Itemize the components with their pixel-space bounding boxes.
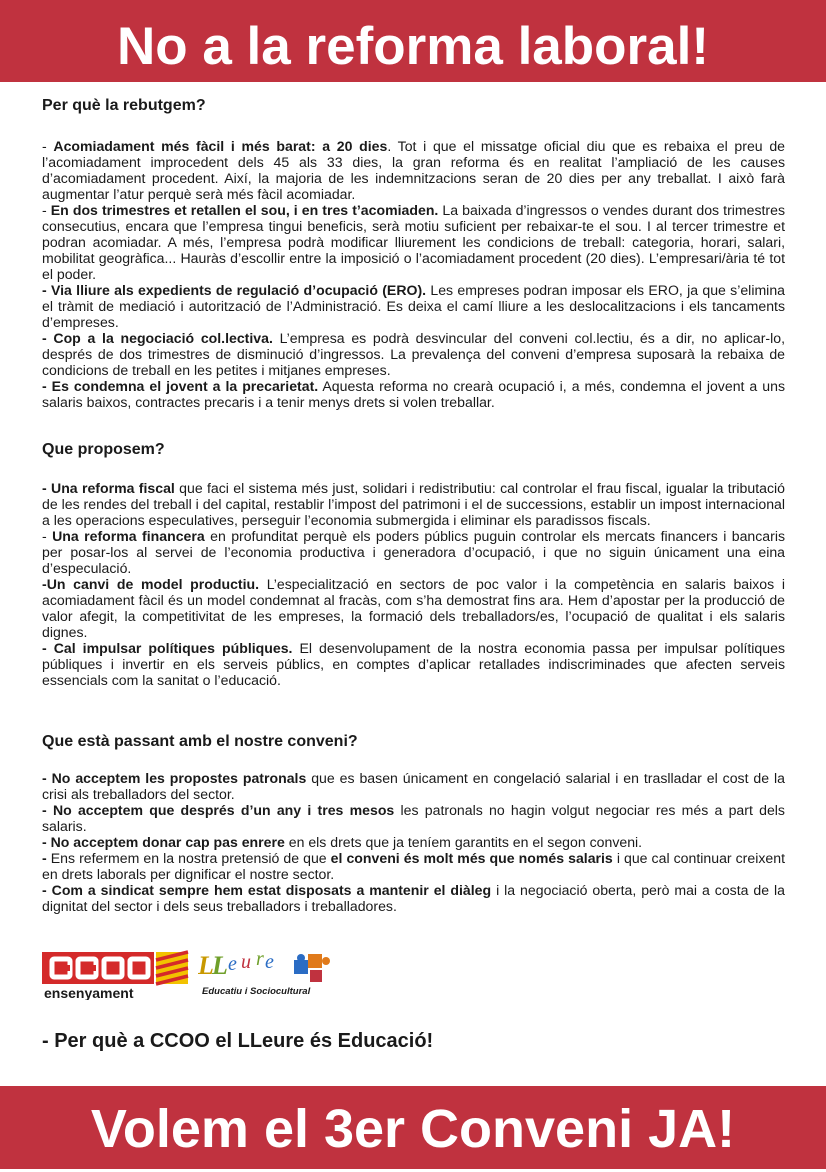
header-banner	[0, 0, 826, 82]
paragraph-item	[42, 770, 785, 802]
paragraph-item	[42, 576, 785, 640]
paragraph-text: -	[42, 138, 54, 154]
svg-text:u: u	[241, 951, 251, 973]
paragraph-text: que faci el sistema més just, solidari i redistributiu: cal controlar el frau fiscal, igualar la tributació de les rendes del treball i del capital, restablir l’impost del patrimoni i el de successions, establir un impost internacional a les operacions especulatives, perseguir l’economia submergida i eliminar els paradissos fiscals.	[42, 480, 785, 528]
paragraph-bold-text: - Cop a la negociació col.lectiva.	[42, 330, 273, 346]
svg-text:L: L	[198, 951, 214, 980]
paragraph-item	[42, 834, 785, 850]
paragraph-bold-text: - Via lliure als expedients de regulació d’ocupació (ERO).	[42, 282, 427, 298]
paragraph-bold-text: - No acceptem les propostes patronals	[42, 770, 307, 786]
svg-text:e: e	[265, 951, 274, 973]
paragraph-bold-text: - Una reforma fiscal	[42, 480, 175, 496]
paragraph-item	[42, 640, 785, 688]
paragraph-bold-text: Acomiadament més fàcil i més barat: a 20 dies	[53, 138, 388, 154]
paragraph-text: L’empresa es podrà desvincular del conveni col.lectiu, és a dir, no aplicar-lo, després de dos trimestres de disminució d’ingressos. La prevalença del conveni d’empresa suposarà la rebaixa de condicions de treball en les petites i mitjanes empreses.	[42, 330, 785, 378]
paragraph-item	[42, 282, 785, 330]
section-heading-agreement: Que està passant amb el nostre conveni?	[42, 733, 358, 750]
paragraph-bold-text: - Es condemna el jovent a la precarietat.	[42, 378, 319, 394]
paragraph-bold-text: - Cal impulsar polítiques públiques.	[42, 640, 293, 656]
section-body-proposals	[42, 480, 785, 688]
svg-text:L: L	[212, 951, 228, 980]
paragraph-item	[42, 528, 785, 576]
paragraph-text: L’especialització en sectors de poc valor i la competència en salaris baixos i acomiadament fàcil és un model condemnat al fracàs, com s’ha demostrat fins ara. Hem d’apostar per la producció de valor afegit, la competitivitat de les empreses, la formació dels treballadors/es, l’ocupació de qualitat i els salaris dignes.	[42, 576, 785, 640]
paragraph-text: que es basen únicament en congelació salarial i en traslladar el cost de la crisi als treballadors del sector.	[42, 770, 786, 802]
footer-title: Volem el 3er Conveni JA!	[90, 1099, 736, 1159]
paragraph-text: Les empreses podran imposar els ERO, ja que s’elimina el tràmit de mediació i autorització de l’Administració. Es deixa el camí lliure a les deslocalitzacions i els tancaments d’empreses.	[42, 282, 785, 330]
paragraph-bold-text: el conveni és molt més que només salaris	[330, 850, 613, 866]
section-body-why	[42, 138, 785, 410]
section-heading-why: Per què la rebutgem?	[42, 97, 206, 114]
paragraph-item	[42, 330, 785, 378]
lleure-logo	[198, 948, 373, 1004]
section-heading-proposals: Que proposem?	[42, 441, 165, 458]
ccoo-ensenyament-logo	[42, 948, 192, 1000]
paragraph-bold-text: Una reforma financera	[52, 528, 205, 544]
paragraph-text: La baixada d’ingressos o vendes durant dos trimestres consecutius, encara que l’empresa tingui beneficis, serà motiu suficient per rebaixar-te el sou. I al tercer trimestre et podran acomiadar. A més, l’empresa podrà modificar lliurement les condicions de treball: categoria, horari, salari, mobilitat geogràfica... Hauràs d’escollir entre la imposició o l’acomiadament procedent (20 dies). L’empresari/ària té tot el poder.	[42, 202, 786, 282]
paragraph-item	[42, 480, 785, 528]
paragraph-text: Ens refermem en la nostra pretensió de que	[50, 850, 331, 866]
lleure-sub-label: Educatiu i Sociocultural	[202, 986, 311, 997]
paragraph-text: . Tot i que el missatge oficial diu que es rebaixa el preu de l’acomiadament improcedent dels 45 als 33 dies, la gran reforma és en realitat l’ampliació de les causes d’acomiadament procedent. Així, la majoria de les indemnitzacions seran de 20 dies per any treballat. I això farà augmentar l’atur perquè serà més fàcil acomiadar.	[42, 138, 786, 202]
paragraph-bold-text: - Com a sindicat sempre hem estat disposats a mantenir el diàleg	[42, 882, 492, 898]
paragraph-item	[42, 202, 785, 282]
section-body-agreement	[42, 770, 785, 914]
paragraph-text: -	[42, 528, 53, 544]
paragraph-text: i que cal continuar creixent en drets laborals per dignificar el nostre sector.	[42, 850, 785, 882]
paragraph-text: El desenvolupament de la nostra economia passa per impulsar polítiques públiques i invertir en els serveis públics, en comptes d’aplicar retallades indiscriminades que afecten serveis essencials com la sanitat o l’educació.	[42, 640, 785, 688]
paragraph-item	[42, 850, 785, 882]
svg-text:e: e	[228, 953, 237, 975]
paragraph-bold-text: En dos trimestres et retallen el sou, i en tres t’acomiaden.	[50, 202, 439, 218]
paragraph-item	[42, 378, 785, 410]
paragraph-text: en els drets que ja teníem garantits en el segon conveni.	[284, 834, 643, 850]
footer-banner	[0, 1086, 826, 1169]
logos	[42, 948, 342, 1008]
paragraph-bold-text: -Un canvi de model productiu.	[42, 576, 260, 592]
paragraph-text: les patronals no hagin volgut negociar res més a part dels salaris.	[42, 802, 785, 834]
paragraph-text: Aquesta reforma no crearà ocupació i, a més, condemna el jovent a uns salaris baixos, contractes precaris i a tenir menys drets si volen treballar.	[42, 378, 785, 410]
svg-text:r: r	[256, 948, 264, 970]
paragraph-text: en profunditat perquè els poders públics puguin controlar els mercats financers i bancaris per posar-los al servei de l’economia productiva i generadora d’ocupació, i que no siguin únicament una eina d’especulació.	[42, 528, 786, 576]
paragraph-bold-text: - No acceptem donar cap pas enrere	[42, 834, 285, 850]
paragraph-item	[42, 882, 785, 914]
paragraph-text: i la negociació oberta, però mai a costa de la dignitat del sector i dels seus treballadors i treballadores.	[42, 882, 785, 914]
ccoo-sub-label: ensenyament	[44, 985, 134, 1000]
paragraph-bold-text: -	[42, 850, 51, 866]
paragraph-bold-text: - No acceptem que després d’un any i tres mesos	[42, 802, 395, 818]
paragraph-item	[42, 138, 785, 202]
page-title: No a la reforma laboral!	[116, 17, 709, 76]
paragraph-text: -	[42, 202, 51, 218]
slogan: - Per què a CCOO el LLeure és Educació!	[42, 1030, 434, 1052]
paragraph-item	[42, 802, 785, 834]
